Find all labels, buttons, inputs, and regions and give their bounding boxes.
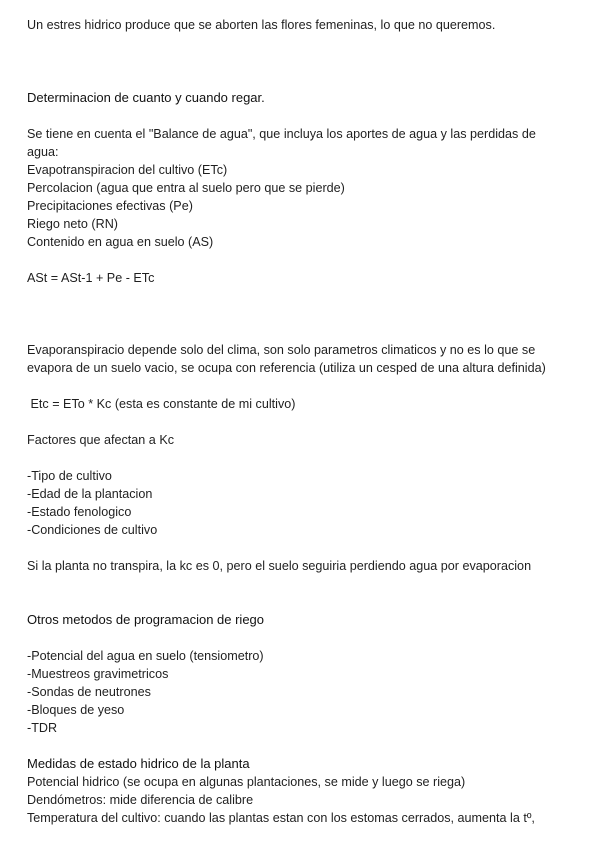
method-item: -Muestreos gravimetricos [27, 667, 169, 681]
method-item: -TDR [27, 721, 58, 735]
balance-item: Contenido en agua en suelo (AS) [27, 235, 214, 249]
kc-factor-item: -Tipo de cultivo [27, 469, 112, 483]
section-heading-methods: Otros metodos de programacion de riego [27, 612, 265, 627]
balance-paragraph-line-1: Se tiene en cuenta el "Balance de agua", que incluya los aportes de agua y las perdidas de [27, 127, 536, 141]
kc-factor-item: -Condiciones de cultivo [27, 523, 158, 537]
kc-factors-title: Factores que afectan a Kc [27, 433, 175, 447]
plant-status-line: Temperatura del cultivo: cuando las plantas estan con los estomas cerrados, aumenta la tº, [27, 811, 535, 825]
section-heading-riego: Determinacion de cuanto y cuando regar. [27, 90, 265, 105]
kc-note: Si la planta no transpira, la kc es 0, pero el suelo seguiria perdiendo agua por evaporacion [27, 559, 532, 573]
method-item: -Sondas de neutrones [27, 685, 151, 699]
kc-factor-item: -Edad de la plantacion [27, 487, 153, 501]
evapotranspiration-paragraph-line-2: evapora de un suelo vacio, se ocupa con referencia (utiliza un cesped de una altura definida) [27, 361, 546, 375]
balance-item: Percolacion (agua que entra al suelo pero que se pierde) [27, 181, 345, 195]
intro-line: Un estres hidrico produce que se aborten las flores femeninas, lo que no queremos. [27, 18, 496, 32]
balance-item: Evapotranspiracion del cultivo (ETc) [27, 163, 228, 177]
balance-paragraph-line-2: agua: [27, 145, 59, 159]
etc-formula: Etc = ETo * Kc (esta es constante de mi cultivo) [27, 397, 296, 411]
balance-item: Precipitaciones efectivas (Pe) [27, 199, 193, 213]
method-item: -Potencial del agua en suelo (tensiometro) [27, 649, 264, 663]
kc-factor-item: -Estado fenologico [27, 505, 132, 519]
section-heading-plant-status: Medidas de estado hidrico de la planta [27, 756, 250, 771]
plant-status-line: Dendómetros: mide diferencia de calibre [27, 793, 254, 807]
method-item: -Bloques de yeso [27, 703, 125, 717]
plant-status-line: Potencial hidrico (se ocupa en algunas plantaciones, se mide y luego se riega) [27, 775, 466, 789]
evapotranspiration-paragraph-line-1: Evaporanspiracio depende solo del clima, son solo parametros climaticos y no es lo que se [27, 343, 536, 357]
balance-formula: ASt = ASt-1 + Pe - ETc [27, 271, 155, 285]
balance-item: Riego neto (RN) [27, 217, 118, 231]
